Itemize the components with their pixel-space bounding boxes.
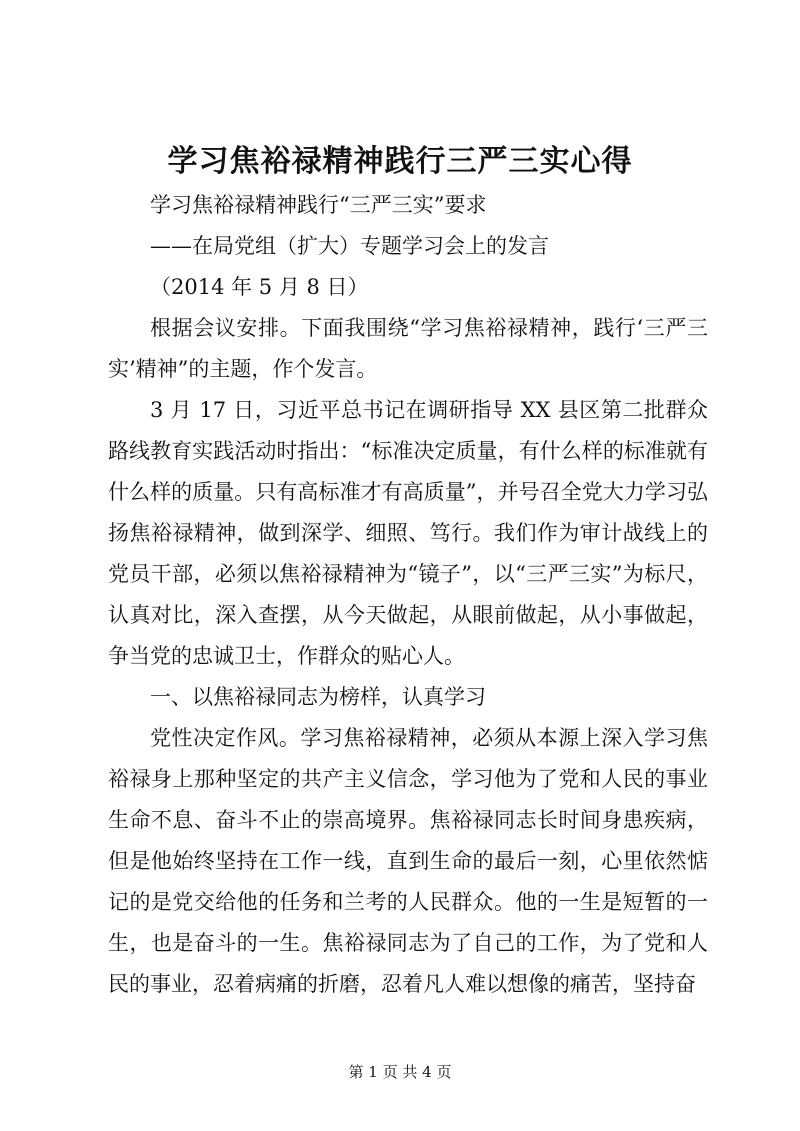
page-number-footer: 第 1 页 共 4 页 (348, 1063, 452, 1081)
speech-occasion-line: ——在局党组（扩大）专题学习会上的发言 (150, 234, 549, 258)
section-heading-1: 一、以焦裕禄同志为榜样，认真学习 (150, 685, 486, 709)
document-subtitle: 学习焦裕禄精神践行“三严三实”要求 (150, 193, 487, 217)
document-title: 学习焦裕禄精神践行三严三实心得 (167, 144, 633, 179)
paragraph-standard: 3 月 17 日，习近平总书记在调研指导 XX 县区第二批群众路线教育实践活动时指出：“标准决定质量，有什么样的标准就有什么样的质量。只有高标准才有高质量”，并号召全党大力学习弘扬焦裕禄精神，做到深学、细照、笃行。我们作为审计战线上的党员干部，必须以焦裕禄精神为“镜子”，以“三严三实”为标尺，认真对比，深入查摆，从今天做起，从眼前做起，从小事做起，争当党的忠诚卫士，作群众的贴心人。 (108, 398, 708, 668)
paragraph-intro: 根据会议安排。下面我围绕“学习焦裕禄精神，践行‘三严三实’精神”的主题，作个发言。 (108, 316, 708, 381)
document-body (108, 185, 708, 1005)
speech-date: （2014 年 5 月 8 日） (150, 275, 369, 299)
paragraph-party-spirit: 党性决定作风。学习焦裕禄精神，必须从本源上深入学习焦裕禄身上那种坚定的共产主义信念，学习他为了党和人民的事业生命不息、奋斗不止的崇高境界。焦裕禄同志长时间身患疾病，但是他始终坚持在工作一线，直到生命的最后一刻，心里依然惦记的是党交给他的任务和兰考的人民群众。他的一生是短暂的一生，也是奋斗的一生。焦裕禄同志为了自己的工作，为了党和人民的事业，忍着病痛的折磨，忍着凡人难以想像的痛苦，坚持奋 (108, 726, 708, 996)
